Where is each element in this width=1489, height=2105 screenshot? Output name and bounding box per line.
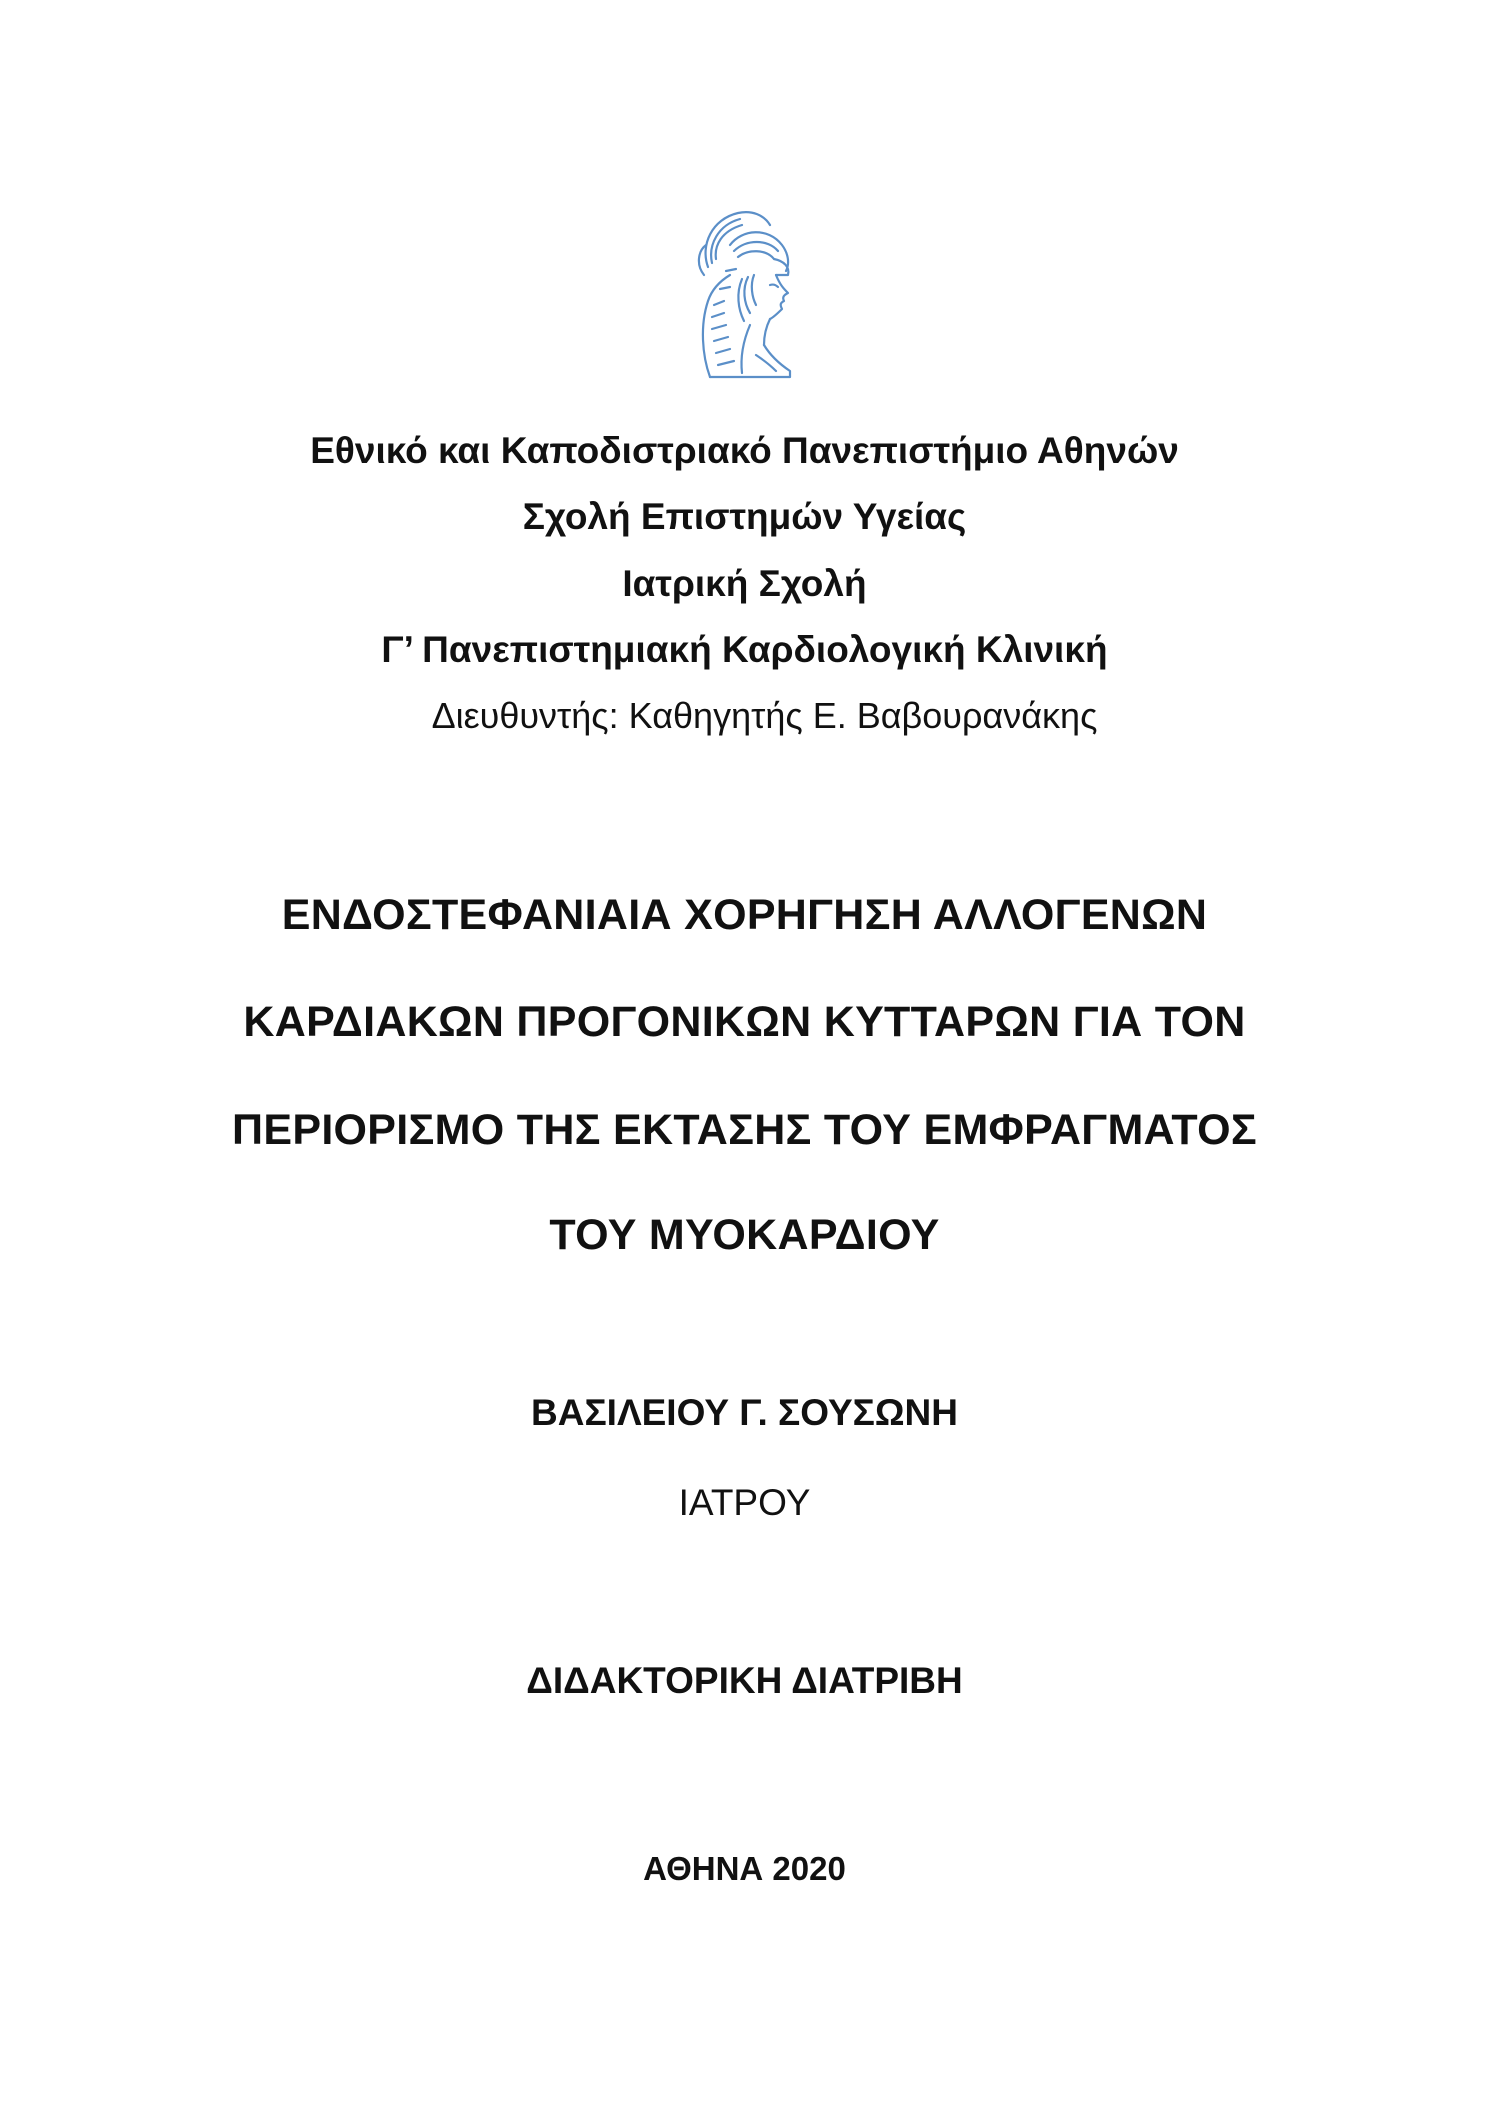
thesis-title-line-1: ΕΝΔΟΣΤΕΦΑΝΙΑΙΑ ΧΟΡΗΓΗΣΗ ΑΛΛΟΓΕΝΩΝ: [281, 891, 1208, 939]
document-type: ΔΙΔΑΚΤΟΡΙΚΗ ΔΙΑΤΡΙΒΗ: [526, 1660, 963, 1701]
author-role: ΙΑΤΡΟΥ: [678, 1482, 811, 1523]
thesis-title-line-3: ΠΕΡΙΟΡΙΣΜΟ ΤΗΣ ΕΚΤΑΣΗΣ ΤΟΥ ΕΜΦΡΑΓΜΑΤΟΣ: [232, 1106, 1257, 1154]
school-name: Σχολή Επιστημών Υγείας: [522, 496, 967, 537]
clinic-director: Διευθυντής: Καθηγητής Ε. Βαβουρανάκης: [431, 695, 1098, 736]
university-name: Εθνικό και Καποδιστριακό Πανεπιστήμιο Αθηνών: [310, 430, 1179, 471]
clinic-name: Γ’ Πανεπιστημιακή Καρδιολογική Κλινική: [381, 629, 1108, 670]
author-name: ΒΑΣΙΛΕΙΟΥ Γ. ΣΟΥΣΩΝΗ: [531, 1392, 958, 1433]
faculty-name: Ιατρική Σχολή: [622, 563, 867, 604]
athena-head-emblem-icon: [690, 205, 800, 380]
place-and-year: ΑΘΗΝΑ 2020: [643, 1850, 846, 1887]
thesis-title-line-4: ΤΟΥ ΜΥΟΚΑΡΔΙΟΥ: [549, 1211, 940, 1259]
thesis-title-line-2: ΚΑΡΔΙΑΚΩΝ ΠΡΟΓΟΝΙΚΩΝ ΚΥΤΤΑΡΩΝ ΓΙΑ ΤΟΝ: [243, 998, 1246, 1046]
